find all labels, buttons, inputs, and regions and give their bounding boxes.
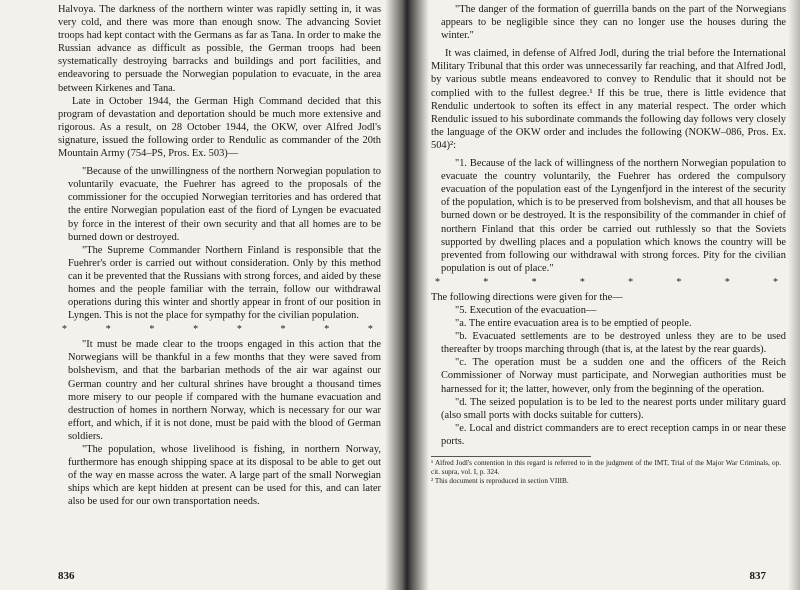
star-glyph: * — [676, 276, 682, 288]
page-edge-shadow — [788, 0, 800, 590]
quoted-paragraph: "The Supreme Commander Northern Finland is responsible that the Fuehrer's order is carried out without consideration. Only by this method can it be prevented that the Russians with strong forces, and aided by these homes and the people familiar with the terrain, follow our withdrawal operations during this winter and shortly appear in front of our position in Lyngen. This is not the place for sympathy for the civilian population. — [68, 244, 381, 322]
paragraph: The following directions were given for the— — [431, 291, 623, 303]
star-glyph: * — [280, 324, 286, 336]
star-glyph: * — [324, 324, 330, 336]
star-glyph: * — [724, 276, 730, 288]
list-item: "b. Evacuated settlements are to be destroyed unless they are to be used thereafter by troops marching through (that is, at the latest by the rear guards). — [441, 331, 786, 356]
list-item: "a. The entire evacuation area is to be emptied of people. — [455, 318, 692, 330]
quoted-paragraph: "It must be made clear to the troops engaged in this action that the Norwegians will be thankful in a few months that they were saved from bolshevism, and that the barbarian methods of the air war against our German country and her cultural shrines have brought a thousand times more misery to our people if compared with the humane evacuation and destruction of homes in northern Norway, which is necessary for our war effort, and which, if it is not done, must be paid with the blood of German soldiers. — [68, 339, 381, 442]
quoted-paragraph: "The population, whose livelihood is fishing, in northern Norway, furthermore has enough shipping space at its disposal to be able to get out of the way en masse across the water. A large part of the small Norwegian ships which are kept hidden at present can be used for this, and can later also be used for our own transportation needs. — [68, 444, 381, 508]
star-glyph: * — [772, 276, 778, 288]
star-glyph: * — [105, 324, 111, 336]
star-glyph: * — [628, 276, 634, 288]
quoted-paragraph: "Because of the unwillingness of the northern Norwegian population to voluntarily evacuate, the Fuehrer has agreed to the proposals of the commissioner for the occupied Norwegian territories and has ordered that the entire Norwegian population east of the fiord of Lyngen be evacuated by force in the interest of their own security and that all homes are to be burned down or destroyed. — [68, 166, 381, 243]
section-break-stars — [435, 277, 778, 289]
star-glyph: * — [236, 324, 242, 336]
page-number: 837 — [749, 570, 766, 582]
page-number: 836 — [58, 570, 75, 582]
star-glyph: * — [579, 276, 585, 288]
star-glyph: * — [149, 324, 155, 336]
quoted-paragraph: "The danger of the formation of guerrilla bands on the part of the Norwegians appears to be negligible since they can no longer use the houses during the winter." — [441, 4, 786, 42]
footnote: ¹ Alfred Jodl's contention in this regard is referred to in the judgment of the IMT, Trial of the Major War Criminals, op. cit. supra, vol. I, p. 324. — [431, 459, 781, 476]
list-item: "5. Execution of the evacuation— — [455, 304, 597, 316]
paragraph: Late in October 1944, the German High Command decided that this program of devastation and deportation should be much more extensive and rigorous. As a result, on 28 October 1944, the OKW, over Alfred Jodl's signature, issued the following order to Rendulic as commander of the 20th Mountain Army (754–PS, Pros. Ex. 503)— — [58, 95, 381, 160]
footnote: ² This document is reproduced in section VIIIB. — [431, 477, 569, 485]
star-glyph: * — [531, 276, 537, 288]
list-item: "d. The seized population is to be led to the nearest ports under military guard (also small ports with docks suitable for cutters). — [441, 396, 786, 421]
list-item: "c. The operation must be a sudden one and the officers of the Reich Commissioner of Norway must participate, and Norwegian authorities must be harnessed for it; the latter, however, only from the beginning of the operation. — [441, 357, 786, 395]
paragraph: Halvoya. The darkness of the northern winter was rapidly setting in, it was very cold, and there was more than enough snow. The advancing Soviet troops had kept contact with the Germans as far as Tana. In order to make the Russian advance as difficult as possible, the German troops had been systematically destroying barracks and buildings and port facilities, and endeavoring to persuade the Norwegian population to evacuate, in the area between Kirkenes and Tana. — [58, 4, 381, 94]
star-glyph: * — [367, 324, 373, 336]
star-glyph: * — [193, 324, 199, 336]
star-glyph: * — [483, 276, 489, 288]
list-item: "e. Local and district commanders are to erect reception camps in or near these ports. — [441, 422, 786, 447]
quoted-paragraph: "1. Because of the lack of willingness of the northern Norwegian population to evacuate the country voluntarily, the Fuehrer has ordered the compulsory evacuation of the population east of the Lyngenfjord in the interest of the security of the population, which is to be preserved from bolshevism, and that all houses be burned down or be destroyed. It is the responsibility of the commander in chief of northern Finland that this order be carried out ruthlessly so that the Soviets supported by dwelling places and a population which knows the country will be prevented from following our withdrawal with strong forces. Pity for the civilian population is out of place." — [441, 158, 786, 274]
star-glyph: * — [62, 324, 67, 336]
book-gutter-shadow — [385, 0, 429, 590]
star-glyph: * — [435, 276, 440, 288]
right-page — [405, 0, 800, 590]
section-break-stars — [62, 324, 373, 336]
paragraph: It was claimed, in defense of Alfred Jodl, during the trial before the International Military Tribunal that this order was unnecessarily far reaching, and that Alfred Jodl, by various subtle means endeavored to convey to Rendulic that it should not be complied with to the fullest degree.¹ If this be true, there is little evidence that Rendulic undertook to soften its effect in any material respect. The order which Rendulic issued to his subordinate commands the following day follows very closely the language of the OKW order and includes the following (NOKW–086, Pros. Ex. 504)²: — [431, 48, 786, 151]
